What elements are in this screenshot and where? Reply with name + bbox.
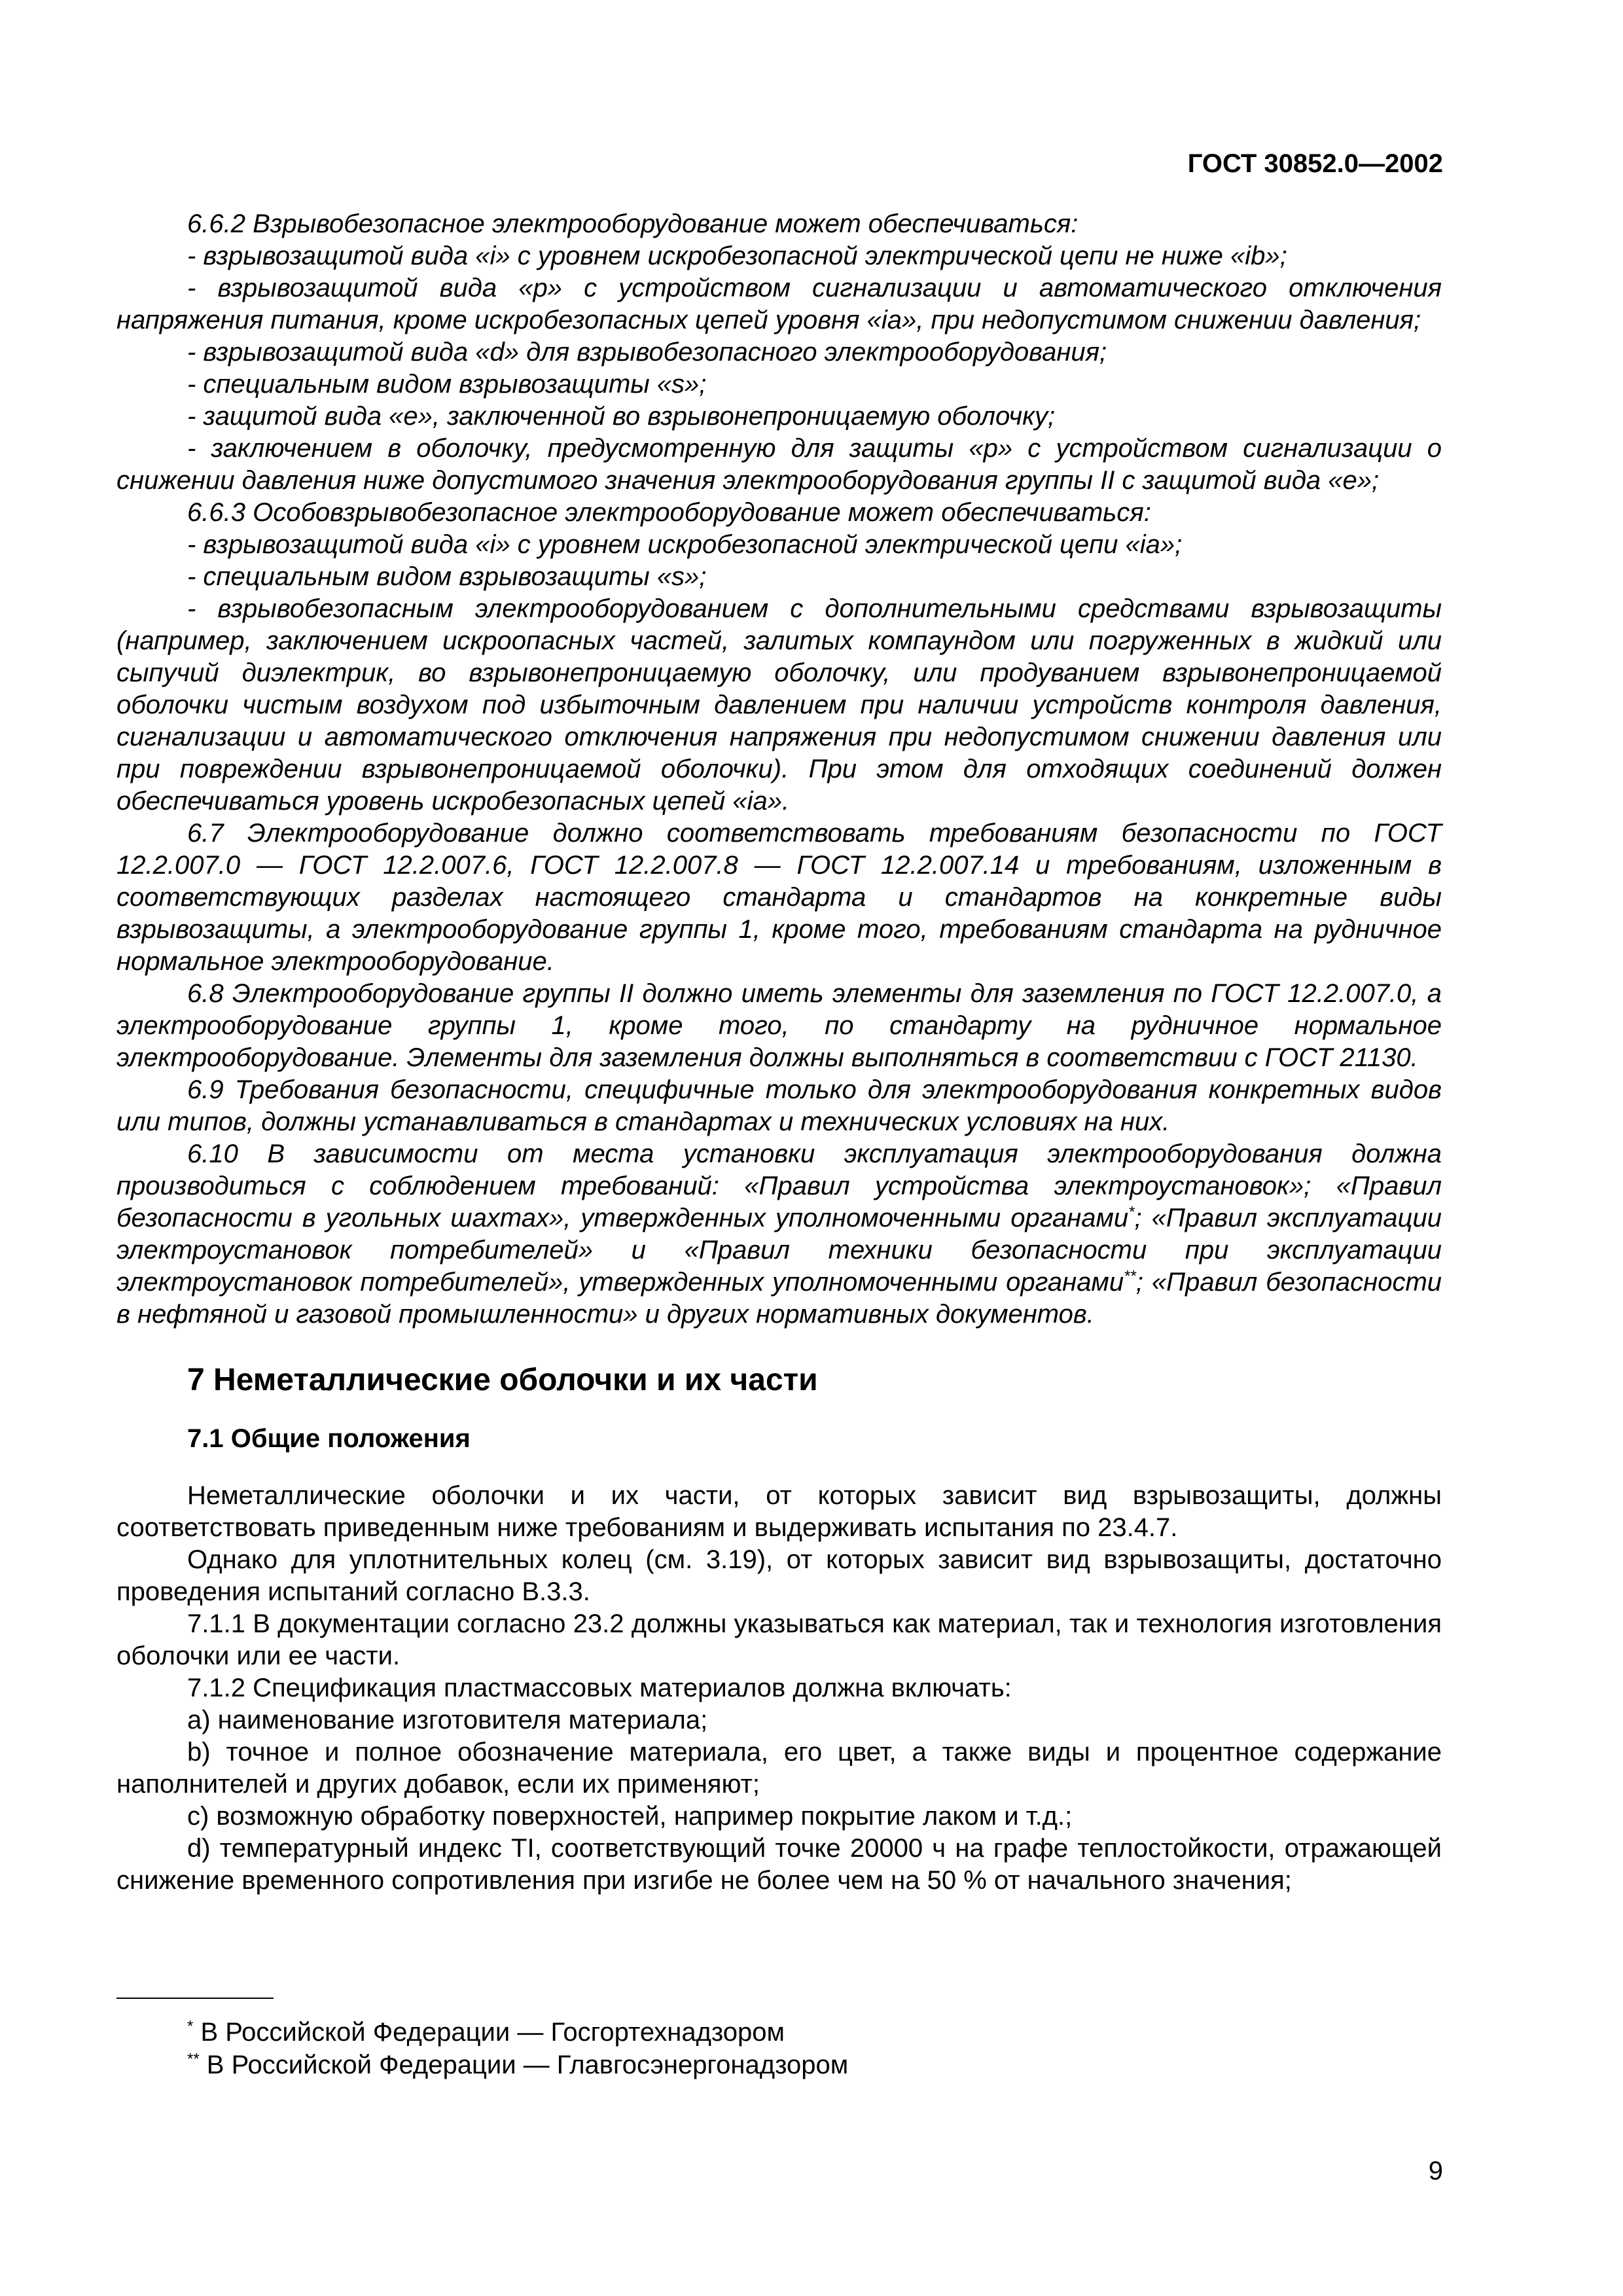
- footnote-1: [187, 2016, 1098, 2049]
- footnote-divider: [116, 1998, 274, 1999]
- page-body: [116, 208, 1442, 1897]
- paragraph-7-1-1: 7.1.1 В документации согласно 23.2 должны указываться как материал, так и технология изготовления оболочки или ее части.: [116, 1609, 1442, 1670]
- paragraph-6-6-2: 6.6.2 Взрывобезопасное электрооборудование может обеспечиваться:: [187, 209, 1079, 238]
- footnote-1-text: В Российской Федерации — Госгортехнадзором: [193, 2018, 785, 2047]
- paragraph-7-1-a: Неметаллические оболочки и их части, от которых зависит вид взрывозащиты, должны соответствовать приведенным ниже требованиям и выдерживать испытания по 23.4.7.: [116, 1481, 1442, 1542]
- paragraph-6-9: 6.9 Требования безопасности, специфичные только для электрооборудования конкретных видов или типов, должны устанавливаться в стандартах и технических условиях на них.: [116, 1075, 1442, 1136]
- footnote-ref-2: **: [1124, 1267, 1136, 1285]
- list-item: a) наименование изготовителя материала;: [187, 1706, 708, 1734]
- list-item: - заключением в оболочку, предусмотренную для защиты «р» с устройством сигнализации о снижении давления ниже допустимого значения электрооборудования группы II с защитой вида «е»;: [116, 434, 1442, 495]
- paragraph-6-7: 6.7 Электрооборудование должно соответствовать требованиям безопасности по ГОСТ 12.2.007.0 — ГОСТ 12.2.007.6, ГОСТ 12.2.007.8 — ГОСТ 12.2.007.14 и требованиям, изложенным в соответствующих разделах настоящего стандарта и стандартов на конкретные виды взрывозащиты, а электрооборудование группы 1, кроме того, требованиям стандарта на рудничное нормальное электрооборудование.: [116, 819, 1442, 976]
- list-item: - взрывозащитой вида «р» с устройством сигнализации и автоматического отключения напряжения питания, кроме искробезопасных цепей уровня «ia», при недопустимом снижении давления;: [116, 274, 1442, 334]
- list-item: - взрывозащитой вида «i» с уровнем искробезопасной электрической цепи не ниже «ib»;: [187, 242, 1287, 270]
- footnote-mark-1: *: [187, 2017, 194, 2036]
- paragraph-6-10-part-a: 6.10 В зависимости от места установки эксплуатация электрооборудования должна производиться с соблюдением требований: «Правил устройства электроустановок»; «Правил безопасности в угольных шахтах», утвержденных уполномоченными органами: [116, 1139, 1442, 1232]
- paragraph-7-1-2: 7.1.2 Спецификация пластмассовых материалов должна включать:: [187, 1674, 1012, 1702]
- list-item: c) возможную обработку поверхностей, например покрытие лаком и т.д.;: [187, 1802, 1073, 1831]
- paragraph-6-6-3: 6.6.3 Особовзрывобезопасное электрооборудование может обеспечиваться:: [187, 498, 1151, 527]
- paragraph-6-10-part-b: ; «Правил эксплуатации электроустановок потребителей» и «Правил техники безопасности при эксплуатации электроустановок потребителей», утвержденных уполномоченными органами: [116, 1204, 1442, 1297]
- section-7-title: 7 Неметаллические оболочки и их части: [187, 1363, 818, 1397]
- footnote-2-text: В Российской Федерации — Главгосэнергонадзором: [199, 2051, 849, 2079]
- list-item: - специальным видом взрывозащиты «s»;: [187, 562, 707, 591]
- list-item: - взрывозащитой вида «i» с уровнем искробезопасной электрической цепи «ia»;: [187, 530, 1183, 559]
- list-item: d) температурный индекс TI, соответствующий точке 20000 ч на графе теплостойкости, отражающей снижение временного сопротивления при изгибе не более чем на 50 % от начального значения;: [116, 1834, 1442, 1895]
- list-item: - взрывобезопасным электрооборудованием с дополнительными средствами взрывозащиты (например, заключением искроопасных частей, залитых компаундом или погруженных в жидкий или сыпучий диэлектрик, во взрывонепроницаемую оболочку, или продуванием взрывонепроницаемой оболочки чистым воздухом под избыточным давлением при наличии устройств контроля давления, сигнализации и автоматического отключения напряжения при недопустимом снижении давления или при повреждении взрывонепроницаемой оболочки). При этом для отходящих соединений должен обеспечиваться уровень искробезопасных цепей «ia».: [116, 594, 1442, 816]
- footnote-ref-1: *: [1128, 1203, 1135, 1221]
- list-item: - специальным видом взрывозащиты «s»;: [187, 370, 707, 399]
- standard-header: ГОСТ 30852.0—2002: [1187, 149, 1443, 178]
- subsection-7-1-title: 7.1 Общие положения: [187, 1424, 471, 1453]
- page-number: 9: [1428, 2157, 1443, 2185]
- list-item: - взрывозащитой вида «d» для взрывобезопасного электрооборудования;: [187, 338, 1107, 367]
- list-item: - защитой вида «е», заключенной во взрывонепроницаемую оболочку;: [187, 402, 1056, 431]
- footnote-mark-2: **: [187, 2050, 200, 2068]
- footnotes: [116, 1998, 1098, 2081]
- paragraph-6-8: 6.8 Электрооборудование группы II должно иметь элементы для заземления по ГОСТ 12.2.007.0, а электрооборудование группы 1, кроме того, по стандарту на рудничное нормальное электрооборудование. Элементы для заземления должны выполняться в соответствии с ГОСТ 21130.: [116, 979, 1442, 1072]
- paragraph-6-10: [116, 1138, 1442, 1331]
- paragraph-6-10-part-c: ; «Правил безопасности в нефтяной и газовой промышленности» и других нормативных документов.: [116, 1268, 1442, 1329]
- list-item: b) точное и полное обозначение материала, его цвет, а также виды и процентное содержание наполнителей и других добавок, если их применяют;: [116, 1738, 1442, 1799]
- paragraph-7-1-b: Однако для уплотнительных колец (см. 3.19), от которых зависит вид взрывозащиты, достаточно проведения испытаний согласно В.3.3.: [116, 1545, 1442, 1606]
- footnote-2: [187, 2049, 1098, 2081]
